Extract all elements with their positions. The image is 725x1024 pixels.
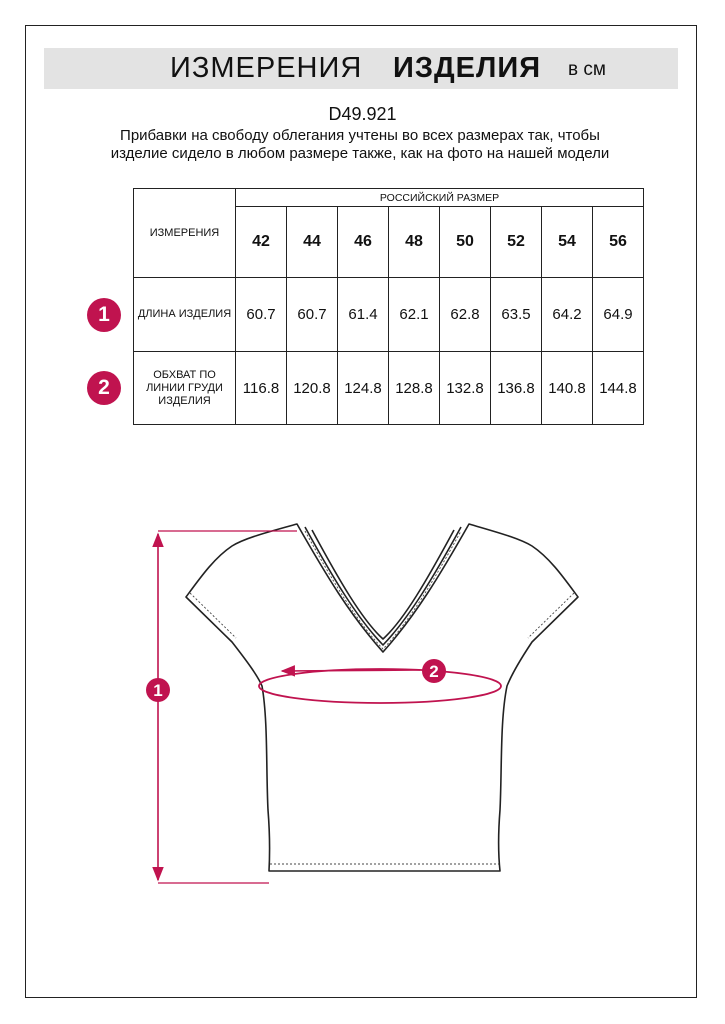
value-cell: 62.8	[440, 278, 491, 352]
size-cell: 46	[338, 207, 389, 278]
value-cell: 62.1	[389, 278, 440, 352]
size-cell: 56	[593, 207, 644, 278]
chest-measure	[259, 659, 501, 703]
article-code: D49.921	[328, 104, 397, 124]
value-cell: 136.8	[491, 352, 542, 425]
value-cell: 140.8	[542, 352, 593, 425]
value-cell: 63.5	[491, 278, 542, 352]
value-cell: 60.7	[236, 278, 287, 352]
stitch-lines	[190, 531, 574, 864]
value-cell: 61.4	[338, 278, 389, 352]
length-measure	[146, 531, 297, 883]
value-cell: 144.8	[593, 352, 644, 425]
size-group-header: РОССИЙСКИЙ РАЗМЕР	[236, 189, 644, 207]
measure-header: ИЗМЕРЕНИЯ	[134, 189, 236, 278]
row-marker-1: 1	[87, 298, 121, 332]
size-cell: 44	[287, 207, 338, 278]
row-label-chest: ОБХВАТ ПО ЛИНИИ ГРУДИ ИЗДЕЛИЯ	[134, 352, 236, 425]
size-cell: 54	[542, 207, 593, 278]
fit-note: Прибавки на свободу облегания учтены во всех размерах так, чтобы изделие сидело в любом размере также, как на фото на нашей модели	[110, 127, 610, 162]
value-cell: 132.8	[440, 352, 491, 425]
size-cell: 50	[440, 207, 491, 278]
title-main: ИЗМЕРЕНИЯ	[170, 52, 363, 84]
value-cell: 120.8	[287, 352, 338, 425]
value-cell: 60.7	[287, 278, 338, 352]
value-cell: 128.8	[389, 352, 440, 425]
title-bold: ИЗДЕЛИЯ	[393, 52, 542, 84]
size-cell: 52	[491, 207, 542, 278]
chest-marker-label: 2	[429, 662, 439, 681]
value-cell: 124.8	[338, 352, 389, 425]
size-cell: 48	[389, 207, 440, 278]
value-cell: 116.8	[236, 352, 287, 425]
size-cell: 42	[236, 207, 287, 278]
title-unit: в см	[568, 59, 606, 80]
length-marker-label: 1	[153, 681, 163, 700]
row-marker-2: 2	[87, 371, 121, 405]
garment-outline	[186, 524, 578, 871]
row-label-length: ДЛИНА ИЗДЕЛИЯ	[134, 278, 236, 352]
value-cell: 64.9	[593, 278, 644, 352]
value-cell: 64.2	[542, 278, 593, 352]
